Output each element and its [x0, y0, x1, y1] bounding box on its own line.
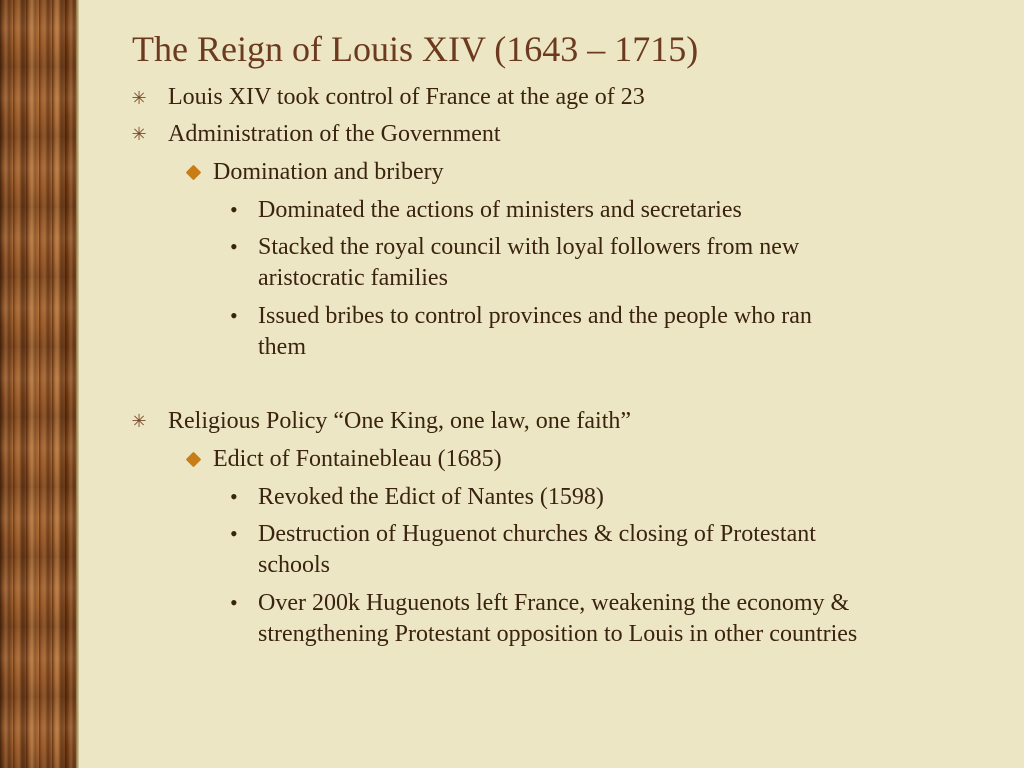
slide-title: The Reign of Louis XIV (1643 – 1715)	[132, 29, 699, 69]
dot-bullet: •	[230, 521, 238, 546]
dot-bullet: •	[230, 303, 238, 328]
slide-content	[80, 0, 1024, 768]
bullet-level1-administration: Administration of the Government	[168, 121, 501, 147]
dot-bullet: •	[230, 197, 238, 222]
bullet-level1-control: Louis XIV took control of France at the age of 23	[168, 84, 645, 110]
bullet-level3-churches-line2: schools	[258, 552, 330, 578]
asterisk-bullet-icon: ✳	[131, 411, 147, 432]
bullet-level3-nantes: Revoked the Edict of Nantes (1598)	[258, 484, 604, 510]
bullet-level2-domination: Domination and bribery	[213, 159, 444, 185]
asterisk-bullet-icon: ✳	[131, 124, 147, 145]
wood-panel	[0, 0, 76, 768]
bullet-level3-huguenots-line2: strengthening Protestant opposition to Louis in other countries	[258, 621, 858, 647]
bullet-level1-religious-policy: Religious Policy “One King, one law, one faith”	[168, 408, 632, 434]
bullet-level2-fontainebleau: Edict of Fontainebleau (1685)	[213, 446, 502, 472]
dot-bullet: •	[230, 590, 238, 615]
bullet-level3-council-line1: Stacked the royal council with loyal followers from new	[258, 234, 800, 260]
bullet-level3-bribes-line2: them	[258, 334, 306, 360]
bullet-level3-council-line2: aristocratic families	[258, 265, 448, 291]
bullet-level3-ministers: Dominated the actions of ministers and secretaries	[258, 197, 742, 223]
bullet-level3-huguenots-line1: Over 200k Huguenots left France, weakening the economy &	[258, 590, 850, 616]
dot-bullet: •	[230, 484, 238, 509]
bullet-level3-bribes-line1: Issued bribes to control provinces and the people who ran	[258, 303, 812, 329]
wood-panel-edge	[76, 0, 79, 768]
asterisk-bullet-icon: ✳	[131, 88, 147, 109]
diamond-bullet-icon	[186, 452, 202, 468]
diamond-bullet-icon	[186, 165, 202, 181]
dot-bullet: •	[230, 234, 238, 259]
bullet-level3-churches-line1: Destruction of Huguenot churches & closing of Protestant	[258, 521, 816, 547]
